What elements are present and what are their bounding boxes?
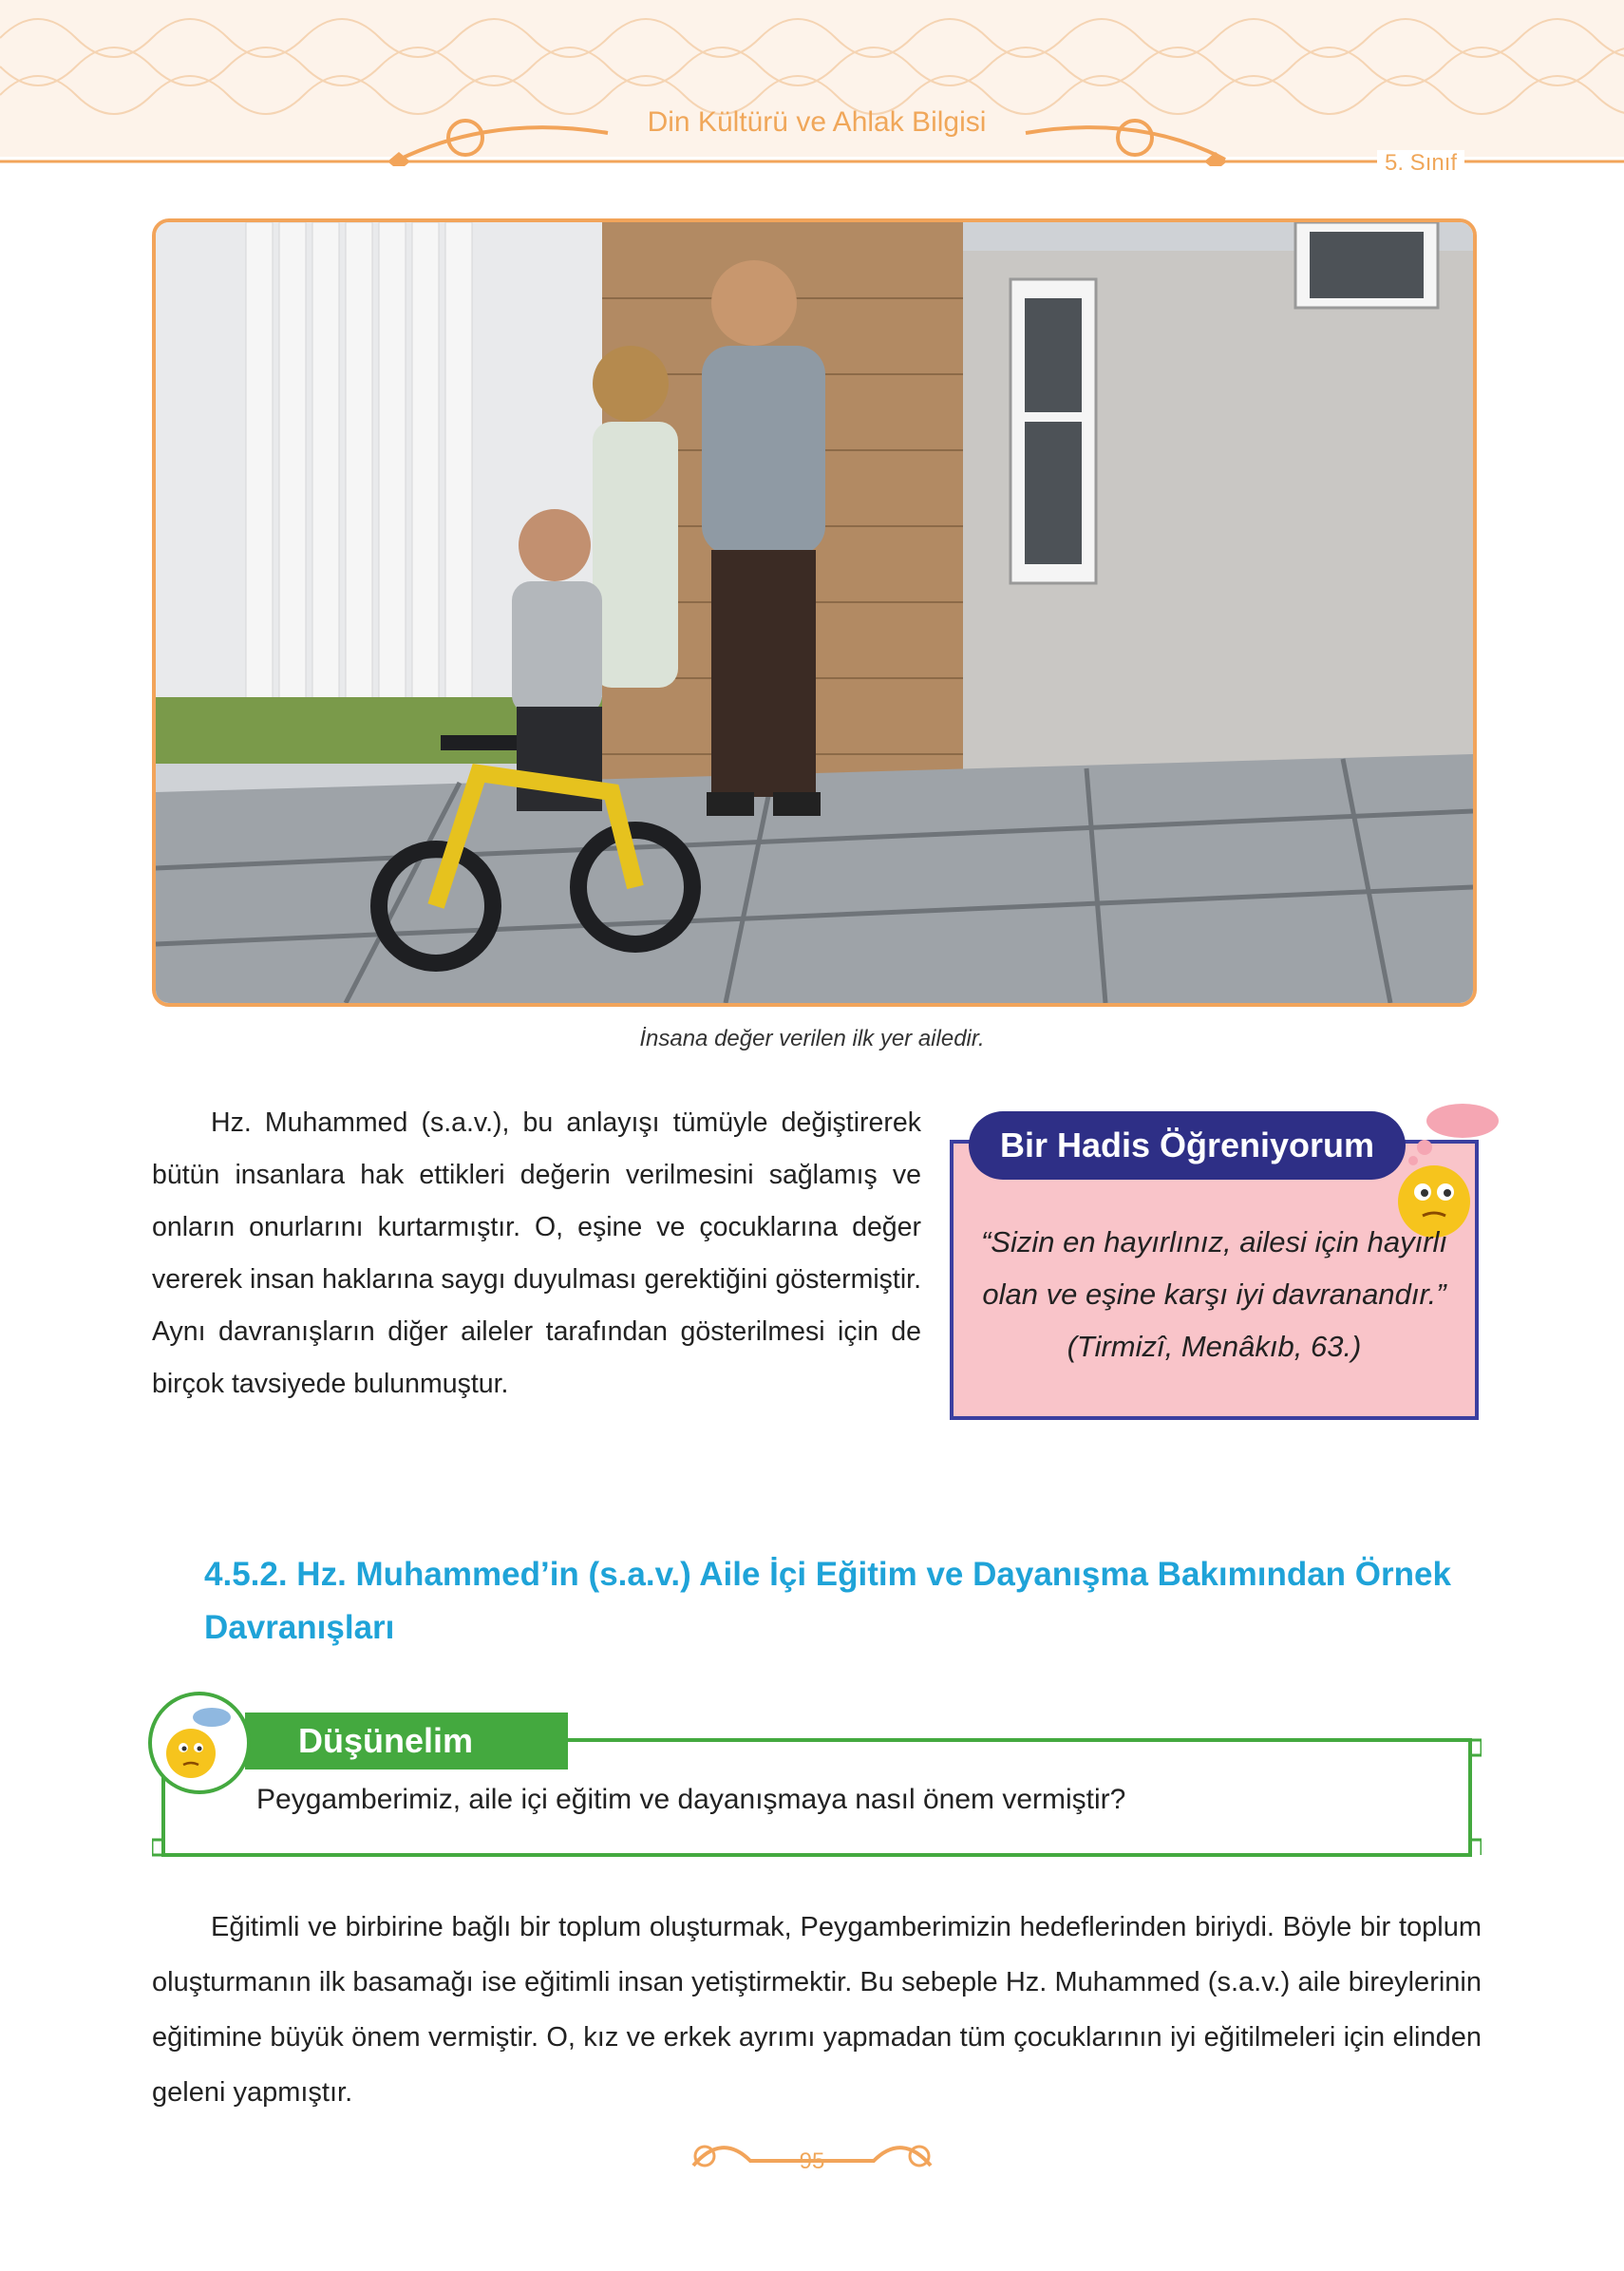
page-number: 95 <box>799 2148 825 2174</box>
book-title: Din Kültürü ve Ahlak Bilgisi <box>647 106 987 138</box>
photo-caption: İnsana değer verilen ilk yer ailedir. <box>639 1026 985 1051</box>
think-question: Peygamberimiz, aile içi eğitim ve dayanışmaya nasıl önem vermiştir? <box>256 1784 1126 1815</box>
grade-label: 5. Sınıf <box>1377 150 1464 177</box>
family-photo-illustration <box>156 222 1473 1003</box>
intro-paragraph-text: Hz. Muhammed (s.a.v.), bu anlayışı tümüyle değiştirerek bütün insanlara hak ettikleri değerin verilmesini sağlamış ve onların onurlarını kurtarmıştır. O, eşine ve çocuklarına değer vererek insan haklarına saygı duyulması gerektiğini göstermiştir. Aynı davranışların diğer aileler tarafından gösterilmesi için de birçok tavsiyede bulunmuştur. <box>152 1107 921 1399</box>
header-ornament-pattern <box>0 0 1624 166</box>
hadis-quote: “Sizin en hayırlınız, ailesi için hayırlı olan ve eşine karşı iyi davranandır.” (Tirmizî, Menâkıb, 63.) <box>980 1225 1448 1363</box>
body-paragraph <box>152 1900 1482 2120</box>
page-header <box>0 0 1624 166</box>
family-photo <box>152 218 1477 1007</box>
hadis-box-title: Bir Hadis Öğreniyorum <box>969 1111 1406 1180</box>
think-box-title: Düşünelim <box>245 1713 568 1769</box>
body-paragraph-text: Eğitimli ve birbirine bağlı bir toplum oluşturmak, Peygamberimizin hedeflerinden biriydi. Böyle bir toplum oluşturmanın ilk basamağı ise eğitimli insan yetiştirmektir. Bu sebeple Hz. Muhammed (s.a.v.) aile bireylerinin eğitimine büyük önem vermiştir. O, kız ve erkek ayrımı yapmadan tüm çocuklarının iyi eğitilmeleri için elinden geleni yapmıştır. <box>152 1912 1482 2108</box>
section-heading: 4.5.2. Hz. Muhammed’in (s.a.v.) Aile İçi Eğitim ve Dayanışma Bakımından Örnek Davranışları <box>204 1556 1451 1646</box>
thinking-avatar-icon <box>147 1691 252 1795</box>
intro-paragraph <box>152 1097 921 1410</box>
